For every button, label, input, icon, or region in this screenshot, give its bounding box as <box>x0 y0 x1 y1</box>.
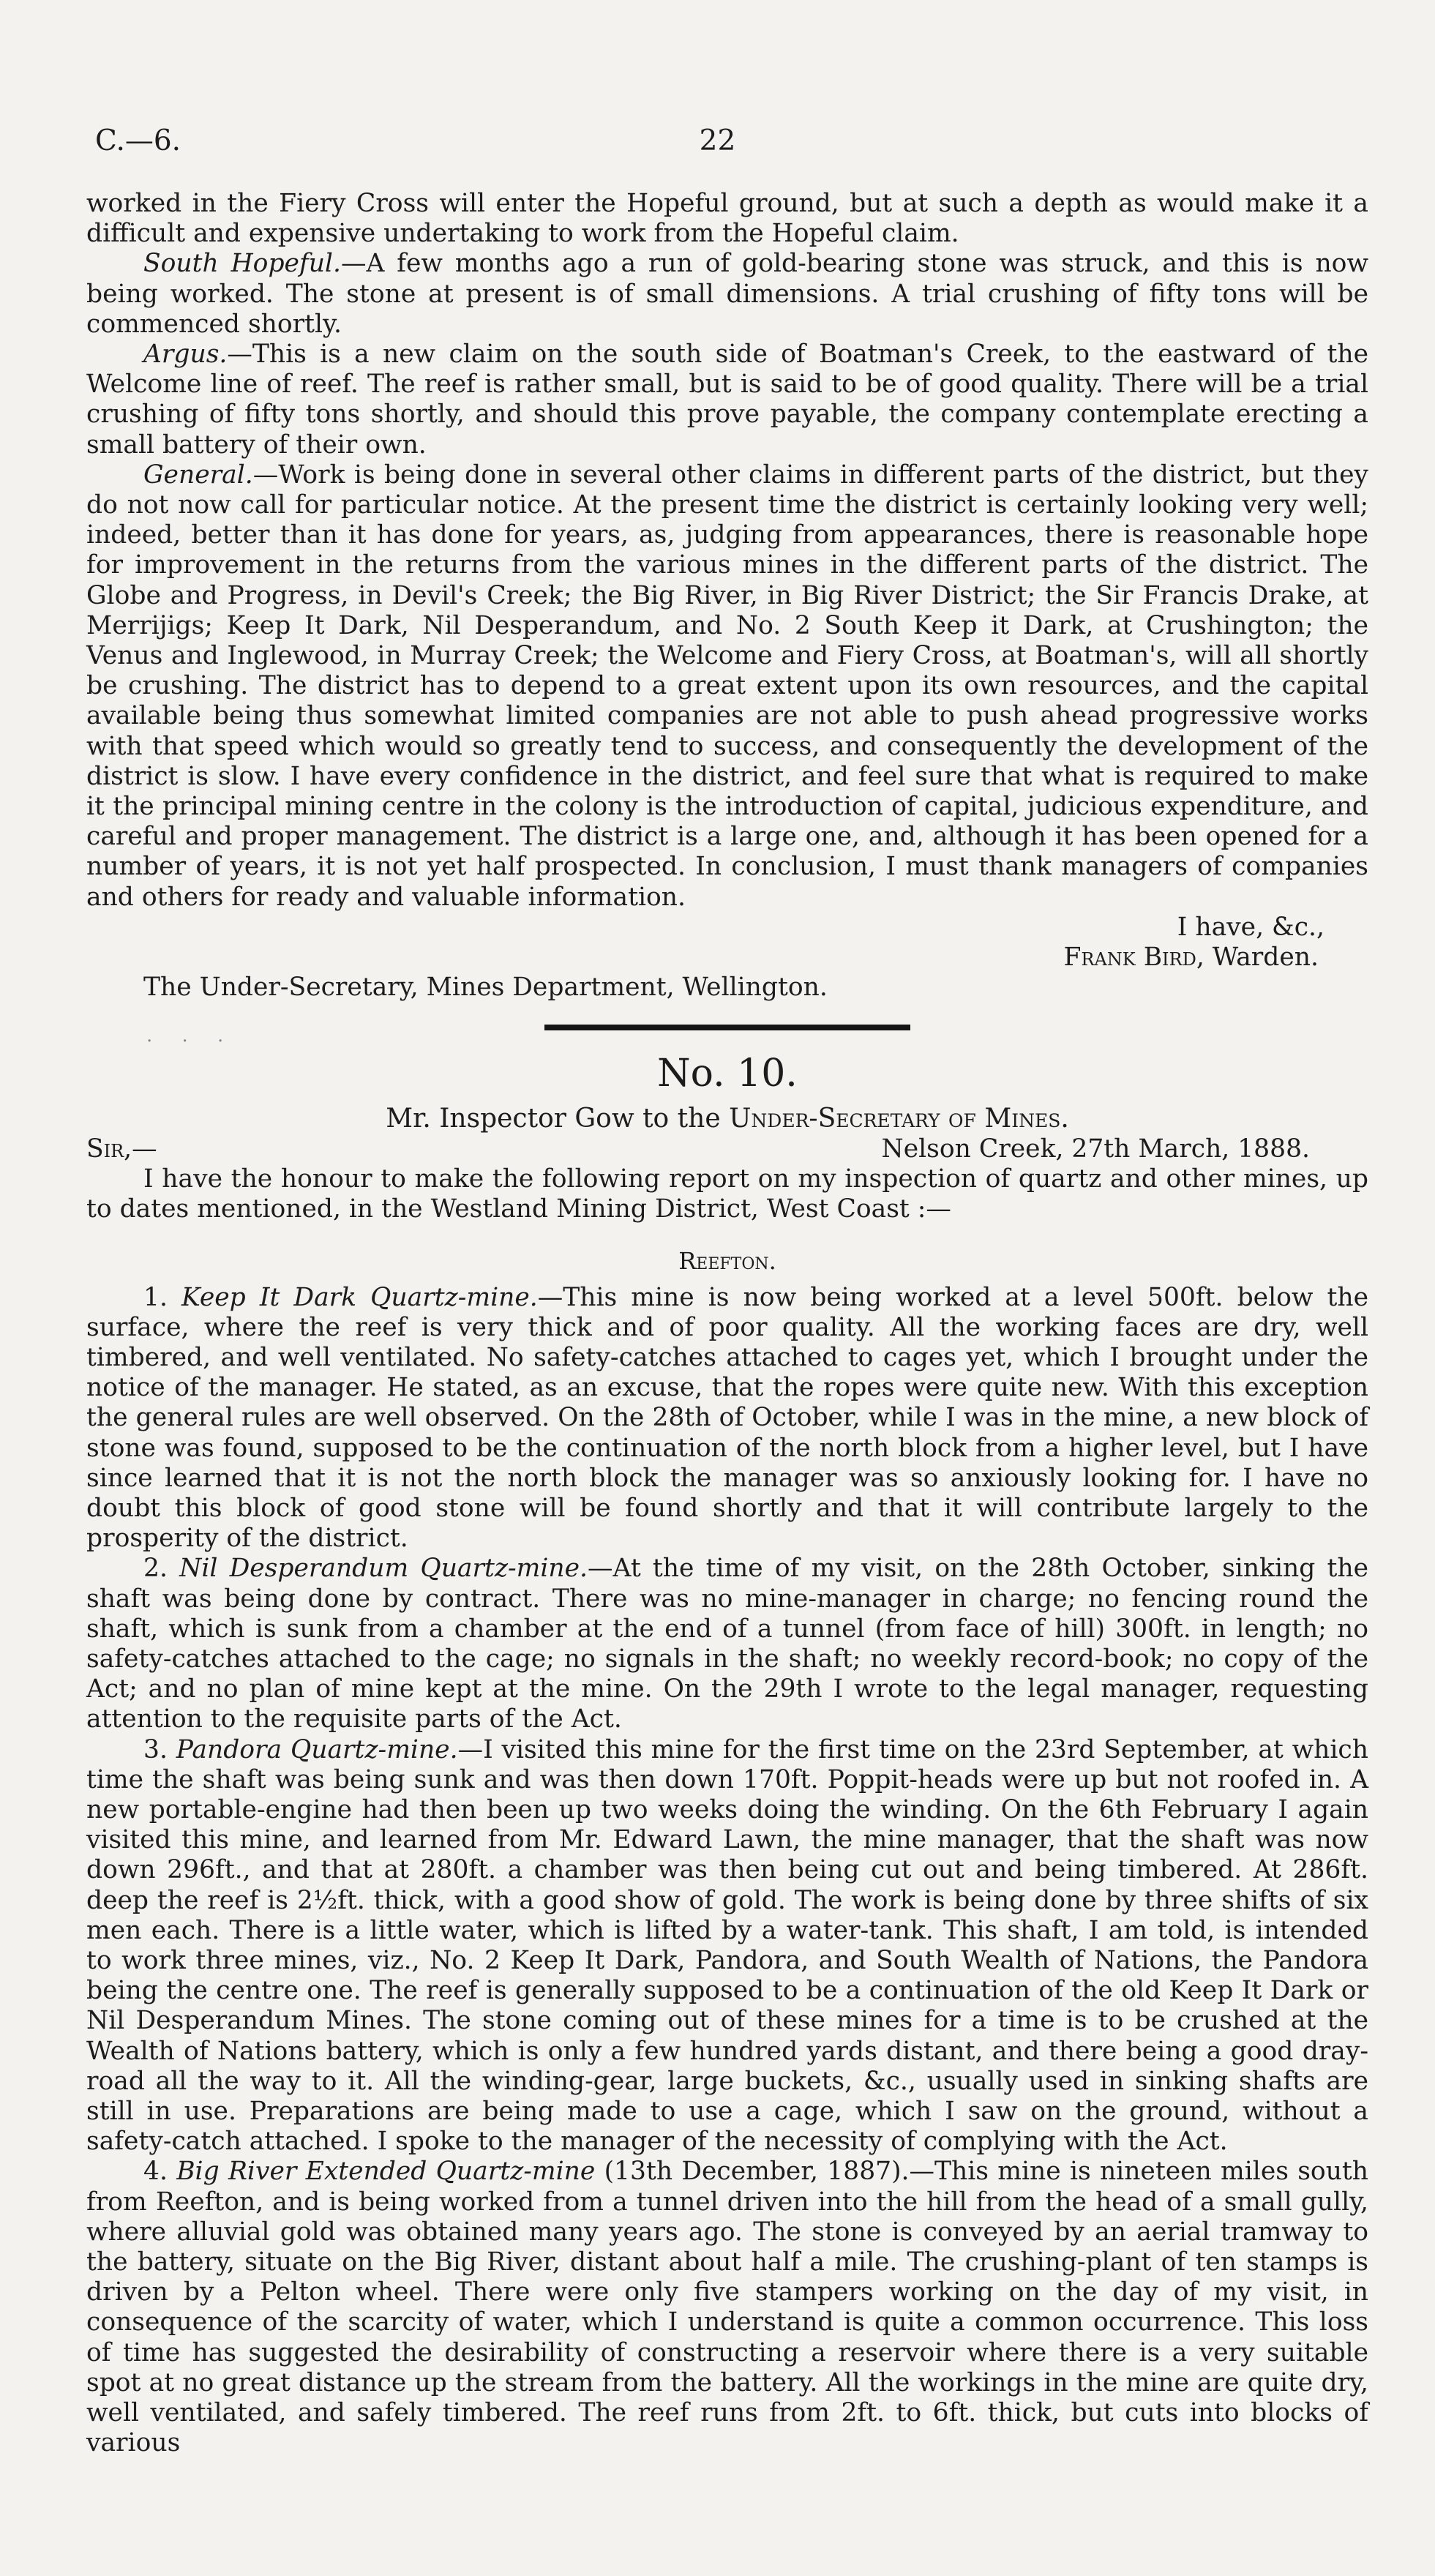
mine-name-big-river-extended: Big River Extended Quartz-mine <box>176 2157 596 2187</box>
salutation: Sir,— <box>86 1134 157 1164</box>
report-from-line: Mr. Inspector Gow to the Under-Secretary of Mines. <box>386 1104 1069 1134</box>
closing-line: I have, &c., <box>1177 912 1325 942</box>
document-reference: C.—6. <box>95 124 181 157</box>
section-divider <box>544 1025 910 1030</box>
report-number: No. 10. <box>657 1052 798 1096</box>
paragraph-continuation: worked in the Fiery Cross will enter the Hopeful ground, but at such a depth as would make it a difficult and expensive undertaking to work from the Hopeful claim. <box>86 189 1368 249</box>
signatory-title: , Warden. <box>1196 943 1319 973</box>
paragraph-general: General.—Work is being done in several other claims in different parts of the district, but they do not now call for particular notice. At the present time the district is certainly looking very well; indeed, better than it has done for years, as, judging from appearances, there is reasonable hope for improvement in the returns from the various mines in the different parts of the district. The Globe and Progress, in Devil's Creek; the Big River, in Big River District; the Sir Francis Drake, at Merrijigs; Keep It Dark, Nil Desperandum, and No. 2 South Keep it Dark, at Crushington; the Venus and Inglewood, in Murray Creek; the Welcome and Fiery Cross, at Boatman's, will all shortly be crushing. The district has to depend to a great extent upon its own resources, and the capital available being thus somewhat limited companies are not able to push ahead progressive works with that speed which would so greatly tend to success, and consequently the development of the district is slow. I have every confidence in the district, and feel sure that what is required to make it the principal mining centre in the colony is the introduction of capital, judicious expenditure, and careful and proper management. The district is a large one, and, although it has been opened for a number of years, it is not yet half prospected. In conclusion, I must thank managers of companies and others for ready and valuable information. <box>86 460 1368 912</box>
heading-argus: Argus. <box>143 340 228 370</box>
heading-general: General. <box>143 460 253 490</box>
report-item-4: 4. Big River Extended Quartz-mine (13th December, 1887).—This mine is nineteen miles south from Reefton, and is being worked from a tunnel driven into the hill from the head of a small gully, where alluvial gold was obtained many years ago. The stone is conveyed by an aerial tramway to the battery, situate on the Big River, distant about half a mile. The crushing-plant of ten stamps is driven by a Pelton wheel. There were only five stampers working on the day of my visit, in consequence of the scarcity of water, which I understand is quite a common occurrence. This loss of time has suggested the desirability of constructing a reservoir where there is a very suitable spot at no great distance up the stream from the battery. All the workings in the mine are quite dry, well ventilated, and safely timbered. The reef runs from 2ft. to 6ft. thick, but cuts into blocks of various <box>86 2157 1369 2458</box>
heading-south-hopeful: South Hopeful. <box>143 249 341 279</box>
page-header <box>88 124 1347 168</box>
body-text <box>86 189 1368 2458</box>
report-item-3: 3. Pandora Quartz-mine.—I visited this mine for the first time on the 23rd September, at which time the shaft was being sunk and was then down 170ft. Poppit-heads were up but not roofed in. A new portable-engine had then been up two weeks doing the winding. On the 6th February I again visited this mine, and learned from Mr. Edward Lawn, the mine manager, that the shaft was now down 296ft., and that at 280ft. a chamber was then being cut out and being timbered. At 286ft. deep the reef is 2½ft. thick, with a good show of gold. The work is being done by three shifts of six men each. There is a little water, which is lifted by a water-tank. This shaft, I am told, is intended to work three mines, viz., No. 2 Keep It Dark, Pandora, and South Wealth of Nations, the Pandora being the centre one. The reef is generally supposed to be a continuation of the old Keep It Dark or Nil Desperandum Mines. The stone coming out of these mines for a time is to be crushed at the Wealth of Nations battery, which is only a few hundred yards distant, and there being a good dray-road all the way to it. All the winding-gear, large buckets, &c., usually used in sinking shafts are still in use. Preparations are being made to use a cage, which I saw on the ground, without a safety-catch attached. I spoke to the manager of the necessity of complying with the Act. <box>86 1734 1368 2157</box>
section-heading-reefton: Reefton. <box>678 1247 776 1276</box>
report-intro: I have the honour to make the following report on my inspection of quartz and other mines, up to dates mentioned, in the Westland Mining District, West Coast :— <box>86 1164 1368 1224</box>
signature <box>86 943 1368 973</box>
page-number: 22 <box>699 124 736 157</box>
mine-name-keep-it-dark: Keep It Dark Quartz-mine. <box>181 1282 538 1312</box>
signatory-name: Frank Bird <box>1063 943 1196 973</box>
report-item-1: 1. Keep It Dark Quartz-mine.—This mine is now being worked at a level 500ft. below the surface, where the reef is very thick and of poor quality. All the working faces are dry, well timbered, and well ventilated. No safety-catches attached to cages yet, which I brought under the notice of the manager. He stated, as an excuse, that the ropes were quite new. With this exception the general rules are well observed. On the 28th of October, while I was in the mine, a new block of stone was found, supposed to be the continuation of the north block from a higher level, but I have since learned that it is not the north block the manager was so anxiously looking for. I have no doubt this block of good stone will be found shortly and that it will contribute largely to the prosperity of the district. <box>86 1282 1368 1554</box>
mine-name-nil-desperandum: Nil Desperandum Quartz-mine. <box>179 1554 588 1584</box>
place-date: Nelson Creek, 27th March, 1888. <box>881 1134 1310 1164</box>
mine-name-pandora: Pandora Quartz-mine. <box>176 1734 458 1764</box>
paragraph-argus: Argus.—This is a new claim on the south side of Boatman's Creek, to the eastward of the Welcome line of reef. The reef is rather small, but is said to be of good quality. There will be a trial crushing of fifty tons shortly, and should this prove payable, the company contemplate erecting a small battery of their own. <box>86 340 1368 460</box>
addressee: The Under-Secretary, Mines Department, Wellington. <box>143 973 828 1003</box>
decorative-dots: . . . <box>146 1025 236 1046</box>
salutation-line <box>86 1134 1368 1164</box>
paragraph-south-hopeful: South Hopeful.—A few months ago a run of gold-bearing stone was struck, and this is now being worked. The stone at present is of small dimensions. A trial crushing of fifty tons will be commenced shortly. <box>86 249 1368 339</box>
report-item-2: 2. Nil Desperandum Quartz-mine.—At the time of my visit, on the 28th October, sinking the shaft was being done by contract. There was no mine-manager in charge; no fencing round the shaft, which is sunk from a chamber at the end of a tunnel (from face of hill) 300ft. in length; no safety-catches attached to the cage; no signals in the shaft; no weekly record-book; no copy of the Act; and no plan of mine kept at the mine. On the 29th I wrote to the legal manager, requesting attention to the requisite parts of the Act. <box>86 1554 1369 1734</box>
